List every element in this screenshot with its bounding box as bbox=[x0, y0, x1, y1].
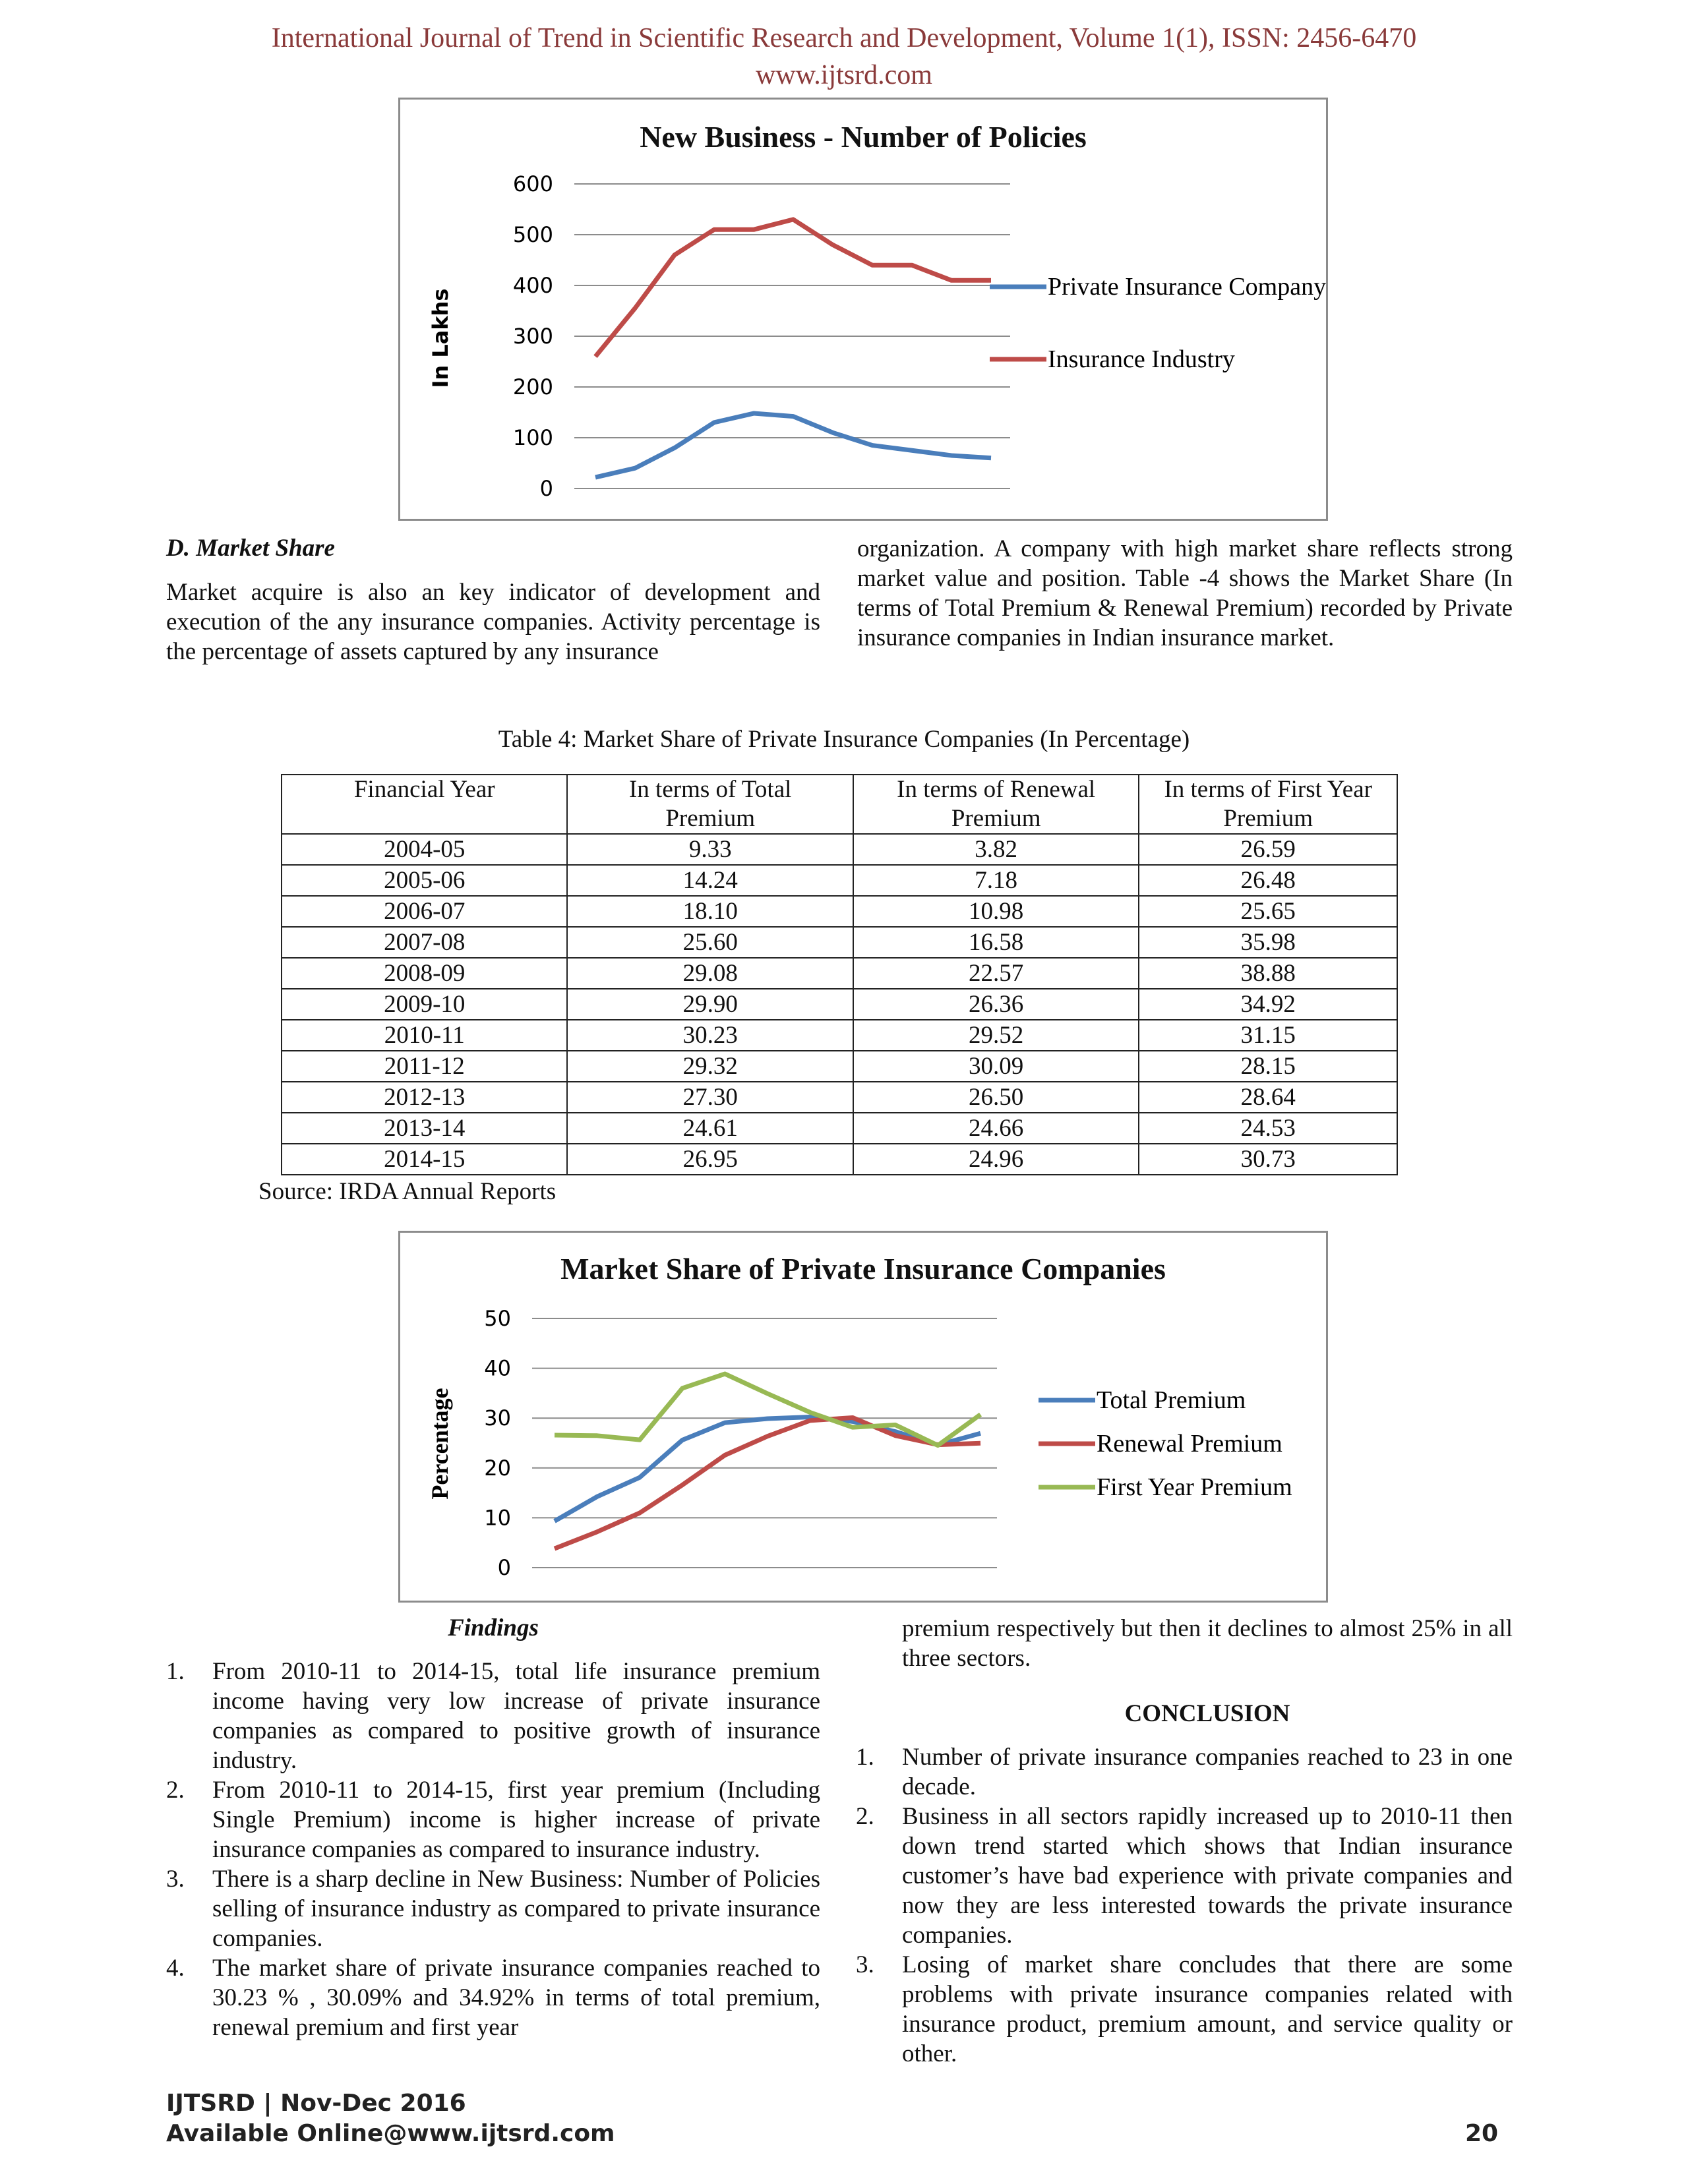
table-cell: 29.90 bbox=[567, 989, 853, 1020]
list-item bbox=[166, 1864, 820, 1953]
list-number: 2. bbox=[856, 1803, 874, 1830]
market-share-table bbox=[281, 774, 1398, 1175]
table-cell: 9.33 bbox=[567, 834, 853, 865]
table-row bbox=[282, 834, 1397, 865]
table-cell: 34.92 bbox=[1139, 989, 1397, 1020]
table-row bbox=[282, 1020, 1397, 1051]
findings-continuation: premium respectively but then it declines to almost 25% in all three sectors. bbox=[902, 1615, 1513, 1672]
list-item bbox=[856, 1802, 1513, 1950]
table-row bbox=[282, 1051, 1397, 1082]
table-row bbox=[282, 865, 1397, 896]
table-row bbox=[282, 958, 1397, 989]
y-axis-label: Percentage bbox=[427, 1388, 453, 1500]
list-number: 3. bbox=[166, 1866, 185, 1893]
table-cell: 2005-06 bbox=[282, 865, 567, 896]
header-line: Financial Year bbox=[353, 776, 495, 803]
legend-label-line: Private Insurance Company bbox=[1048, 273, 1326, 301]
table-cell: 26.48 bbox=[1139, 865, 1397, 896]
table-row bbox=[282, 1113, 1397, 1144]
legend-label: Insurance Industry bbox=[1048, 345, 1235, 373]
table-cell: 26.36 bbox=[853, 989, 1139, 1020]
table-header-cell bbox=[853, 775, 1139, 834]
y-tick-label: 300 bbox=[512, 324, 553, 349]
y-axis-label: In Lakhs bbox=[428, 288, 453, 388]
table-cell: 2007-08 bbox=[282, 927, 567, 958]
table-cell: 30.09 bbox=[853, 1051, 1139, 1082]
list-text: Losing of market share concludes that there are some problems with private insurance companies related with insurance product, premium amount, and service quality or other. bbox=[902, 1951, 1513, 2067]
legend-label: Total Premium bbox=[1097, 1386, 1246, 1414]
footer-online: Available Online@www.ijtsrd.com bbox=[166, 2120, 615, 2147]
y-tick-label: 200 bbox=[512, 374, 553, 399]
section-paragraph-left: Market acquire is also an key indicator of development and execution of the any insurance companies. Activity percentage is the percentage of assets captured by any insurance bbox=[166, 579, 820, 665]
findings-title: Findings bbox=[448, 1614, 539, 1641]
header-line: Premium bbox=[1223, 805, 1313, 832]
table-row bbox=[282, 1144, 1397, 1175]
y-tick-label: 100 bbox=[512, 425, 553, 450]
table-cell: 2004-05 bbox=[282, 834, 567, 865]
table-cell: 2014-15 bbox=[282, 1144, 567, 1175]
table-cell: 18.10 bbox=[567, 896, 853, 927]
table-cell: 28.64 bbox=[1139, 1082, 1397, 1113]
table-row bbox=[282, 896, 1397, 927]
conclusion-list bbox=[856, 1742, 1513, 2069]
journal-url: www.ijtsrd.com bbox=[756, 60, 932, 90]
y-tick-label: 20 bbox=[484, 1455, 511, 1481]
table-cell: 14.24 bbox=[567, 865, 853, 896]
series-line bbox=[595, 413, 991, 477]
table-cell: 2009-10 bbox=[282, 989, 567, 1020]
findings-column bbox=[166, 1614, 820, 2042]
table-cell: 2011-12 bbox=[282, 1051, 567, 1082]
y-tick-label: 30 bbox=[484, 1405, 511, 1431]
page-number: 20 bbox=[1465, 2120, 1499, 2147]
table-cell: 2010-11 bbox=[282, 1020, 567, 1051]
table-cell: 35.98 bbox=[1139, 927, 1397, 958]
table-cell: 29.08 bbox=[567, 958, 853, 989]
y-tick-label: 500 bbox=[512, 222, 553, 247]
table-cell: 16.58 bbox=[853, 927, 1139, 958]
list-item bbox=[166, 1953, 820, 2042]
header-line: Premium bbox=[951, 805, 1041, 832]
list-item bbox=[166, 1775, 820, 1864]
table-source: Source: IRDA Annual Reports bbox=[258, 1178, 557, 1205]
chart-policies-plot bbox=[400, 100, 1326, 519]
table-cell: 22.57 bbox=[853, 958, 1139, 989]
table-header-row bbox=[282, 775, 1397, 834]
findings-list bbox=[166, 1657, 820, 2042]
table-cell: 38.88 bbox=[1139, 958, 1397, 989]
y-tick-label: 40 bbox=[484, 1355, 511, 1381]
section-title: D. Market Share bbox=[166, 535, 335, 562]
table-cell: 26.59 bbox=[1139, 834, 1397, 865]
table-cell: 7.18 bbox=[853, 865, 1139, 896]
list-text: Business in all sectors rapidly increased up to 2010-11 then down trend started which shows that Indian insurance customer’s have bad experience with private companies and now they are less interested towards the private insurance companies. bbox=[902, 1803, 1513, 1949]
table-cell: 24.96 bbox=[853, 1144, 1139, 1175]
header-line: In terms of Total bbox=[628, 776, 792, 803]
y-tick-label: 0 bbox=[497, 1555, 511, 1580]
table-cell: 29.32 bbox=[567, 1051, 853, 1082]
table-caption: Table 4: Market Share of Private Insurance Companies (In Percentage) bbox=[498, 726, 1190, 753]
list-text: From 2010-11 to 2014-15, first year premium (Including Single Premium) income is higher increase of private insurance companies as compared to insurance industry. bbox=[212, 1777, 820, 1863]
legend-label: Renewal Premium bbox=[1097, 1430, 1282, 1458]
table-cell: 2012-13 bbox=[282, 1082, 567, 1113]
list-number: 4. bbox=[166, 1955, 185, 1982]
table-cell: 26.50 bbox=[853, 1082, 1139, 1113]
right-column bbox=[856, 1614, 1513, 2069]
legend-label: First Year Premium bbox=[1097, 1473, 1292, 1501]
table-cell: 24.66 bbox=[853, 1113, 1139, 1144]
table-cell: 10.98 bbox=[853, 896, 1139, 927]
table-cell: 30.23 bbox=[567, 1020, 853, 1051]
header-line: In terms of Renewal bbox=[897, 776, 1096, 803]
table-cell: 31.15 bbox=[1139, 1020, 1397, 1051]
table-row bbox=[282, 1082, 1397, 1113]
table-cell: 29.52 bbox=[853, 1020, 1139, 1051]
header-line: Premium bbox=[665, 805, 756, 832]
chart-title: Market Share of Private Insurance Companies bbox=[560, 1252, 1166, 1285]
list-number: 1. bbox=[166, 1658, 185, 1685]
table-cell: 25.60 bbox=[567, 927, 853, 958]
list-number: 3. bbox=[856, 1951, 874, 1978]
y-tick-label: 400 bbox=[512, 273, 553, 298]
y-tick-label: 0 bbox=[539, 476, 553, 501]
chart-market-share-plot bbox=[400, 1233, 1326, 1601]
y-tick-label: 600 bbox=[512, 171, 553, 196]
table-row bbox=[282, 927, 1397, 958]
table-cell: 2013-14 bbox=[282, 1113, 567, 1144]
table-cell: 2006-07 bbox=[282, 896, 567, 927]
table-cell: 2008-09 bbox=[282, 958, 567, 989]
conclusion-title: CONCLUSION bbox=[1124, 1700, 1290, 1727]
journal-header: International Journal of Trend in Scientific Research and Development, Volume 1(1), ISSN: 2456-6470 bbox=[271, 23, 1417, 53]
list-text: From 2010-11 to 2014-15, total life insurance premium income having very low increase of private insurance companies as compared to positive growth of insurance industry. bbox=[212, 1658, 820, 1774]
y-tick-label: 50 bbox=[484, 1306, 511, 1331]
list-text: There is a sharp decline in New Business: Number of Policies selling of insurance industry as compared to private insurance companies. bbox=[212, 1866, 820, 1952]
table-header-cell bbox=[1139, 775, 1397, 834]
list-item bbox=[856, 1742, 1513, 1802]
section-paragraph-right: organization. A company with high market share reflects strong market value and position. Table -4 shows the Market Share (In terms of Total Premium & Renewal Premium) recorded by Private insurance companies in Indian insurance market. bbox=[857, 535, 1513, 651]
table-cell: 24.61 bbox=[567, 1113, 853, 1144]
table-header-cell bbox=[282, 775, 567, 834]
list-text: The market share of private insurance companies reached to 30.23 % , 30.09% and 34.92% in terms of total premium, renewal premium and first year bbox=[212, 1955, 820, 2041]
list-number: 1. bbox=[856, 1744, 874, 1771]
table-cell: 3.82 bbox=[853, 834, 1139, 865]
chart-market-share bbox=[398, 1231, 1328, 1603]
table-cell: 30.73 bbox=[1139, 1144, 1397, 1175]
list-item bbox=[856, 1950, 1513, 2069]
list-number: 2. bbox=[166, 1777, 185, 1804]
table-row bbox=[282, 989, 1397, 1020]
footer-issue: IJTSRD | Nov-Dec 2016 bbox=[166, 2090, 466, 2117]
y-tick-label: 10 bbox=[484, 1505, 511, 1531]
table-cell: 27.30 bbox=[567, 1082, 853, 1113]
list-text: Number of private insurance companies reached to 23 in one decade. bbox=[902, 1744, 1513, 1800]
table-cell: 28.15 bbox=[1139, 1051, 1397, 1082]
table-cell: 24.53 bbox=[1139, 1113, 1397, 1144]
chart-title: New Business - Number of Policies bbox=[640, 120, 1087, 154]
table-cell: 26.95 bbox=[567, 1144, 853, 1175]
list-item bbox=[166, 1657, 820, 1775]
legend-label bbox=[1048, 273, 1326, 301]
chart-policies bbox=[398, 98, 1328, 521]
table-header-cell bbox=[567, 775, 853, 834]
header-line: In terms of First Year bbox=[1164, 776, 1372, 803]
table-cell: 25.65 bbox=[1139, 896, 1397, 927]
